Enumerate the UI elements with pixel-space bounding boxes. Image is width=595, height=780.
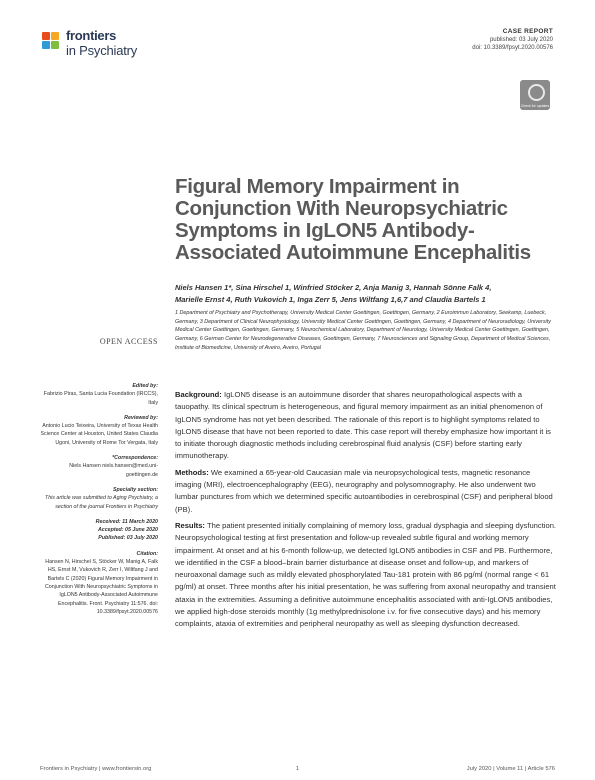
open-access-label: OPEN ACCESS: [99, 337, 158, 346]
reviewed-by: Antonio Lucio Teixeira, University of Texas Health Science Center at Houston, United States Claudia Ugoni, University of Rome Tor Vergata, Italy: [40, 423, 158, 446]
edited-by-label: Edited by:: [132, 383, 158, 389]
article-sidebar: [40, 382, 158, 623]
logo-brand: frontiers: [66, 28, 117, 43]
footer-journal-link[interactable]: Frontiers in Psychiatry | www.frontiersin.org: [40, 766, 152, 772]
accepted-date: Accepted: 05 June 2020: [97, 527, 158, 534]
specialty-label: Specialty section:: [112, 486, 158, 493]
logo-journal-name: in Psychiatry: [66, 43, 138, 58]
abstract-label: Results:: [175, 520, 205, 530]
specialty-section: This article was submitted to Aging Psychiatry, a section of the journal Frontiers in Psychiatry: [44, 495, 158, 510]
abstract-background: [175, 389, 557, 463]
abstract: [175, 389, 557, 635]
abstract-methods: [175, 467, 557, 516]
published-date: published: 03 July 2020: [489, 37, 553, 43]
page-number: 1: [295, 766, 300, 772]
published-date-sidebar: Published: 03 July 2020: [98, 535, 158, 542]
abstract-text: The patient presented initially complaining of memory loss, gradual dysphagia and sleeping dysfunction. Neuropsychological testing at first presentation and follow-up revealed subtle figural and working memory impairment. At onset and at his 6-month follow-up, we detected IgLON5 antibodies in CSF and PB. Furthermore, we identified in the CSF a blood–brain barrier disturbance at disease onset and follow-up, and markers of neuroaxonal damage such as mildly elevated phosphorylated Tau-181 protein with 86 pg/ml (normal range < 61 pg/ml) at onset. Three months after his initial presentation, he was suffering from axonal neuropathy and transient ataxia in the extremities. Assuming a definitive autoimmune encephalitis associated with anti-IgLON5 antibodies, we applied high-dose steroids monthly (1g methylprednisolone i.v. for five consecutive days) and his memory complaints, ataxia of extremities and peripheral neuropathy as well as sleeping dysfunction decreased.: [175, 520, 557, 629]
abstract-label: Methods:: [175, 467, 209, 477]
abstract-text: IgLON5 disease is an autoimmune disorder that shares neuropathological aspects with a tauopathy. Its clinical spectrum is heterogeneous, and figural memory impairment as an initial phenomenon of IgLON5 syndrome has not yet been described. The rationale of this report is to highlight symptoms related to IgLON5 disease that have not been reported to date. This case report will thereby emphasize how important it is to initiate thorough diagnostic methods including cerebrospinal fluid analysis (CSF) before starting early immunotherapy.: [175, 390, 551, 461]
received-date: Received: 11 March 2020: [95, 518, 158, 525]
affiliations: 1 Department of Psychiatry and Psychotherapy, University Medical Center Goettingen, Goettingen, Germany, 2 Euroimmun Laboratory, Seekamp, Luebeck, Germany, 3 Department of Clinical Neurophysiology, University Medical Center Goettingen, Goettingen, Germany, 4 Department of Neuroradiology, University Medical Center Goettingen, Goettingen, Germany, 5 Neurochemical Laboratory, Department of Neurology, University Medical Center Goettingen, Goettingen, Germany, 6 German Center for Neurodegenerative Diseases, Goettingen, Germany, 7 Neurosciences and Signaling Group, Department of Medical Sciences, Institute of Biomedicine, University of Aveiro, Aveiro, Portugal: [175, 310, 551, 351]
check-for-updates-button[interactable]: [520, 80, 550, 110]
article-doi[interactable]: doi: 10.3389/fpsyt.2020.00576: [472, 45, 553, 51]
reviewed-by-label: Reviewed by:: [124, 414, 158, 421]
author-line: Marielle Ernst 4, Ruth Vukovich 1, Inga Zerr 5, Jens Wiltfang 1,6,7 and Claudia Bartels 1: [175, 295, 486, 304]
article-meta: [472, 28, 553, 52]
correspondence[interactable]: Niels Hansen niels.hansen@med.uni-goettingen.de: [69, 463, 158, 478]
journal-logo[interactable]: [40, 26, 160, 66]
edited-by: Fabrizio Piras, Santa Lucia Foundation (IRCCS), Italy: [43, 391, 158, 406]
article-title: Figural Memory Impairment in Conjunction With Neuropsychiatric Symptoms in IgLON5 Antibody-Associated Autoimmune Encephalitis: [175, 175, 531, 264]
citation-label: Citation:: [136, 550, 158, 557]
update-icon: [528, 84, 545, 101]
correspondence-label: *Correspondence:: [112, 455, 158, 462]
footer-issue: July 2020 | Volume 11 | Article 576: [466, 766, 555, 772]
abstract-results: [175, 520, 557, 631]
page-footer: [40, 766, 555, 772]
citation: Hansen N, Hirschel S, Stöcker W, Manig A, Falk HS, Ernst M, Vukovich R, Zerr I, Wiltfang J and Bartels C (2020) Figural Memory Impairment in Conjunction With Neuropsychiatric Symptoms in IgLON5 Antibody-Associated Autoimmune Encephalitis. Front. Psychiatry 11:576. doi: 10.3389/fpsyt.2020.00576: [44, 559, 158, 615]
author-list: [175, 282, 555, 306]
check-badge-label: Check for updates: [520, 104, 550, 108]
frontiers-logo-icon: [40, 30, 62, 52]
article-type: CASE REPORT: [502, 28, 553, 35]
abstract-label: Background:: [175, 390, 222, 399]
abstract-text: We examined a 65-year-old Caucasian male via neuropsychological tests, magnetic resonance imaging (MRI), electroencephalography (EEG), neurography and polysomnography. He also underwent two lumbar punctures from which we determined specific autoantibodies in cerebrospinal (CSF) and peripheral blood (PB).: [175, 467, 553, 514]
author-line: Niels Hansen 1*, Sina Hirschel 1, Winfried Stöcker 2, Anja Manig 3, Hannah Sönne Falk 4,: [175, 283, 492, 292]
